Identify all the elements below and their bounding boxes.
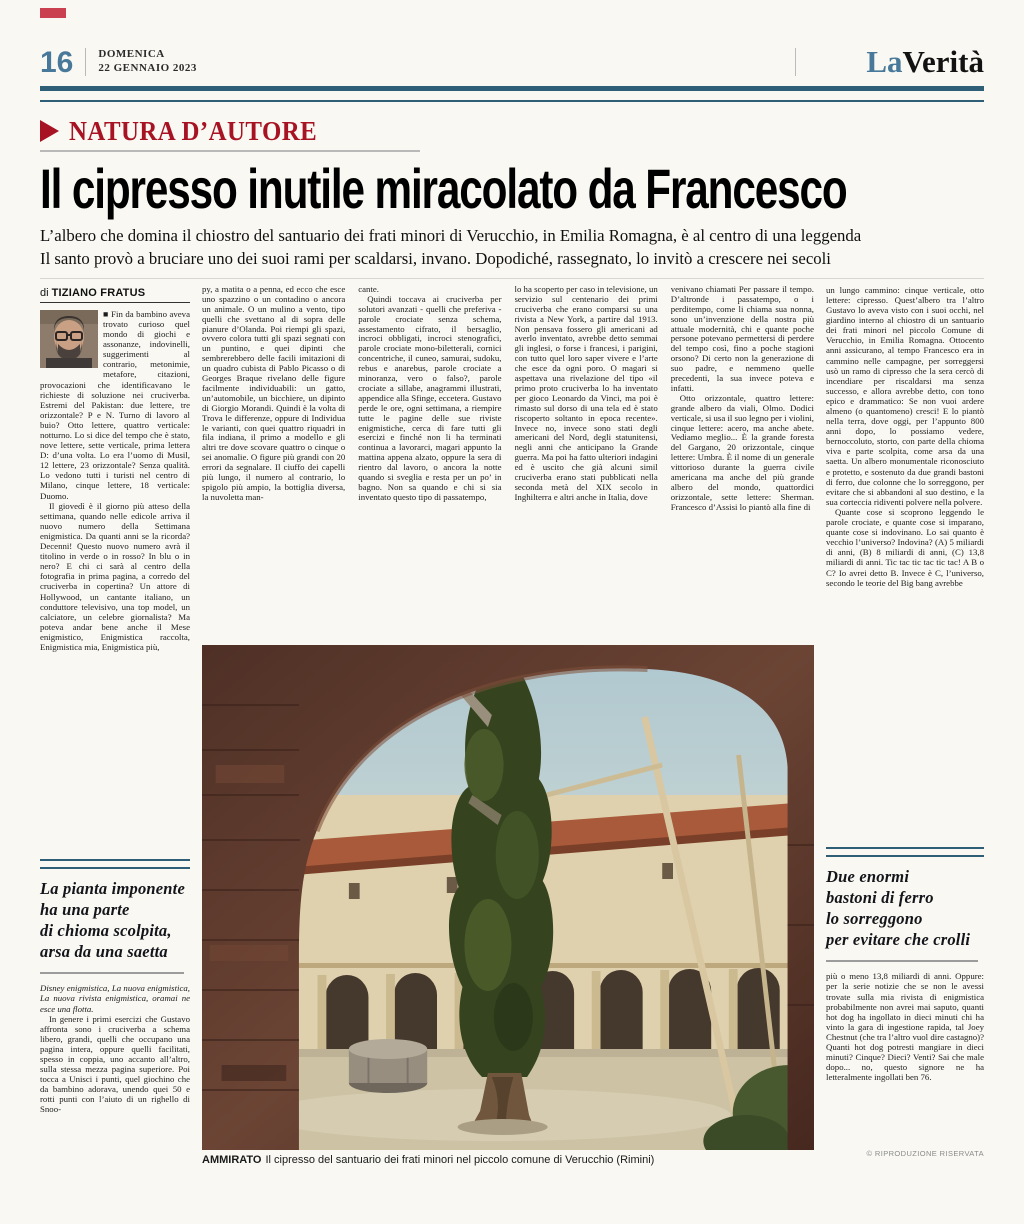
date: 22 GENNAIO 2023 bbox=[98, 62, 197, 75]
left-text-block bbox=[40, 309, 190, 849]
byline-rule bbox=[40, 302, 190, 303]
pullquote-bottom-rule bbox=[826, 960, 978, 962]
column-right bbox=[826, 285, 984, 1191]
pullquote-line: bastoni di ferro bbox=[826, 887, 934, 907]
paragraph: Otto orizzontale, quattro lettere: grande albero da viali, Olmo. Dodici verticale, si usa il suo legno per i violini, cinque lettere: acero, ma anche abete. Vediamo meglio... È la grande foresta del Gargano, 20 orizzontale, cinque lettere: Umbra. È il nome di un generale vittorioso durante la guerra civile americana ma anche del più grande albero del mondo, quattordici orizzontale, sette lettere: Sherman. Francesco d’Assisi lo piantò alla fine di bbox=[670, 392, 814, 512]
text-column-2 bbox=[202, 285, 345, 641]
deck-line-2: Il santo provò a bruciare uno dei suoi rami per scaldarsi, invano. Dopodiché, rassegnato, lo invitò a crescere nei secoli bbox=[40, 248, 831, 268]
pullquote-line: La pianta imponente bbox=[40, 878, 185, 898]
byline bbox=[40, 285, 190, 302]
article-deck bbox=[40, 225, 984, 271]
column-middle bbox=[202, 285, 814, 1191]
paragraph: ■ Fin da bambino aveva trovato curioso quel mondo di giochi e assonanze, indovinelli, suggerimenti al contrario, metonimie, metafore, citazioni, provocazioni che identificavano le richieste di soluzione nei cruciverba. Estremi del Pakistan: due lettere, tre orizzontale? P e N. Turno di lavoro al buio? Otto lettere, quattro verticale: notturno. Lo si dice del tempo che è stato, nove lettere, sette verticale, prima lettera D: d’una volta. Lo era l’uomo di Musil, 12 lettere, 23 orizzontale? Senza qualità. Lo vedono tutti i turisti nel centro di Milano, cinque lettere, 18 verticale: Duomo. bbox=[40, 308, 190, 501]
article-body bbox=[40, 285, 984, 1191]
caption-label: AMMIRATO bbox=[202, 1153, 262, 1166]
pullquote-line: lo sorreggono bbox=[826, 909, 923, 929]
paragraph: venivano chiamati Per passare il tempo. D’altronde i passatempo, o i perditempo, come li chiama sua nonna, sono un’invenzione della nostra più attuale modernità, chi e quante poche persone potevano permettersi di perdere del tempo così, fino a poche stagioni orsono? Di certo non la generazione di suo padre, e nemmeno quelle precedenti, la sua invece poteva e infatti. bbox=[670, 284, 814, 393]
weekday: DOMENICA bbox=[98, 48, 165, 61]
middle-text-columns bbox=[202, 285, 814, 641]
arrow-right-icon bbox=[40, 120, 59, 142]
section-header bbox=[40, 116, 984, 147]
paragraph: Quindi toccava ai cruciverba per solutori avanzati - quelli che preferiva - parole crociate senza schema, assestamento cifrato, il bersaglio, incroci obbligati, incroci stenografici, parole crociate mono-biletterali, cornici concentriche, il cuneo, samurai, sudoku, rebus e anarebus, parole crociate a minoranza, vero o falso?, parole crociate a sillabe, anagrammi illustrati, appendice alla Sfinge, eccetera. Gustavo perde le ore, ogni settimana, a riempire tutte le pagine delle sue riviste enigmistiche, cerca di fare tutti gli esercizi e finché non li ha terminati continua a lavorarci, magari appunto la mattina appena alzato, oppure la sera di rientro dal lavoro, o ancora la notte quando si sveglia e resta per un po’ in bagno. Non sa quando e chi si sia inventato questo tipo di passatempo, bbox=[358, 293, 502, 502]
deck-rule bbox=[40, 278, 984, 279]
section-label: NATURA D’AUTORE bbox=[69, 115, 318, 146]
text-column-4 bbox=[515, 285, 658, 641]
paragraph: un lungo cammino: cinque verticale, otto lettere: cipresso. Quest’albero tra l’altro Gustavo lo aveva visto con i suoi occhi, nel giardino interno al chiostro di un santuario dei frati minori nel piccolo Comune di Verucchio, in Emilia Romagna. Ottocento anni assicurano, al tempo Francesco era in cammino nelle campagne, per sorreggersi usò un ramo di cipresso che la sera cercò di incendiare per riscaldarsi ma senza successo, e allora avrebbe detto, con tono epico e drammatico: Se non vuoi ardere almeno (o quantomeno) cresci! E lo piantò nella terra, dove oggi, per l’appunto 800 anni dopo, lo possiamo vedere, bernoccoluto, storto, con parte della chioma viva e parte scolpita, come arsa da una saetta. Un albero monumentale riconosciuto e protetto, e sostenuto da due grandi bastoni di ferro, due colonne che lo sorreggono, per evitare che si abbandoni al suo destino, e la sua corteccia ridiventi polvere nella polvere. bbox=[826, 284, 984, 507]
paragraph: Quante cose si scoprono leggendo le parole crociate, e quante cose si imparano, quante cose si indovinano. Lo sai quanto è vecchio l’universo? Indovina? (A) 5 miliardi di anni, (B) 8 miliardi di anni, (C) 13,8 miliardi di anni. Tic tac tic tac tic tac! A B o C? Io avrei detto B. Invece è C, l’universo, secondo le teorie del Big bang avrebbe bbox=[826, 506, 984, 588]
pullquote-left bbox=[40, 878, 190, 962]
paragraph: py, a matita o a penna, ed ecco che esce uno spazzino o un contadino o ancora un animale. O un mulino a vento, tipo quelli che svettano al di sopra delle pianure d’Olanda. Poi riempi gli spazi, ovvero colora tutti gli spazi segnati con un puntino, e quei dipinti che sembrerebbero delle facili imitazioni di un quadro cubista di Pablo Picasso o di Georges Braque rivelano delle figure facilmente individuabili: un gatto, un’automobile, un bicchiere, un dipinto di Giorgio Morandi. Quindi è la volta di Trova le differenze, oppure di Individua le varianti, con quei quattro riquadri in fila indiana, il primo a modello e gli altri tre dove scovare quattro o cinque o sei anomalie. O figure più grandi con 20 errori da segnalare. Il ciuffo dei capelli più lungo, il numero al contrario, lo spigolo più ampio, la bottiglia diversa, la nuvoletta man- bbox=[202, 284, 346, 502]
masthead-rule bbox=[40, 86, 984, 102]
paragraph: cante. bbox=[358, 284, 380, 294]
page-number: 16 bbox=[40, 45, 74, 79]
byline-prefix: di bbox=[40, 286, 49, 299]
article-headline: Il cipresso inutile miracolato da Francesco bbox=[40, 156, 847, 220]
masthead bbox=[40, 0, 984, 84]
photo-caption bbox=[202, 1154, 814, 1166]
left-text-block-2 bbox=[40, 983, 190, 1191]
byline-author: TIZIANO FRATUS bbox=[51, 286, 146, 299]
author-photo bbox=[40, 310, 98, 368]
text-column-3 bbox=[358, 285, 501, 641]
date-block bbox=[98, 48, 197, 76]
deck-line-1: L’albero che domina il chiostro del santuario dei frati minori di Verucchio, in Emilia Romagna, è al centro di una leggenda bbox=[40, 226, 862, 245]
paragraph: In genere i primi esercizi che Gustavo affronta sono i cruciverba a schema libero, grandi, quelli che occupano una pagina intera, oppure quelli facilitati, spesso in coppia, uno accanto all’altro, sulla stessa mezza pagina superiore. Poi tocca a Unisci i punti, quel giochino che da bambino adorava, unendo quei 50 e rotti punti con l’aiuto di un righello di Snoo- bbox=[40, 1013, 190, 1115]
paragraph: Il giovedì è il giorno più atteso della settimana, quando nelle edicole arriva il nuovo numero della Settimana enigmistica. Da quanti anni se la ricorda? Decenni! Questo nuovo numero avrà il titolino in verde o in rosso? In blu o in nero? E chi ci sarà al centro della fotografia in prima pagina, a corredo del cruciverba in copertina? Un attore di Hollywood, un cantante italiano, un conduttore televisivo, una top model, un calciatore, un celebre giornalista? Ma poteva andar bene anche il Mese enigmistico, Enigmistica raccolta, Enigmistica mia, Enigmistica più, bbox=[40, 500, 190, 652]
divider bbox=[85, 48, 86, 76]
paragraph: più o meno 13,8 miliardi di anni. Oppure: per la serie notizie che se non le avessi trovate sulla mia rivista di enigmistica probabilmente non avrei mai saputo, quanti hot dog ha ingollato in dieci minuti chi ha vinto la gara di ingestione rapida, tal Joey Chestnut (che tra l’altro vuol dire castagno)? Quanti hot dog potresti mangiare in dieci minuti? Cinque? Dieci? Venti? Sai che male dopo... no, questo signore ne ha letteralmente ingollati ben 76. bbox=[826, 971, 984, 1083]
paragraph: lo ha scoperto per caso in televisione, un servizio sul centenario dei primi cruciverba che erano comparsi su una rivista a New York, a partire dal 1913. Non pensava fossero gli americani ad averlo inventato, avrebbe detto semmai gli inglesi, o forse i francesi, i parigini, con tutto quel loro saper vivere e l’arte che esce da ogni poro. O magari si aspettava una rivelazione del tipo «il primo proto cruciverba lo ha inventato per gioco Leonardo da Vinci, ma poi è rimasto sul dorso di una tela ed è stato riscoperto soltanto in epoca recente». Invece no, invece sono stati degli americani del Nord, degli statunitensi, negli anni che anticipano la Grande guerra. Ma poi ha fatto ulteriori indagini ed è uscito che già alcuni simil cruciverba erano stati pubblicati nella seconda metà del XIX secolo in Inghilterra e altri anche in Italia, dove bbox=[514, 284, 658, 502]
pullquote-line: per evitare che crolli bbox=[826, 930, 971, 950]
section-rule bbox=[40, 150, 420, 152]
logo-verita: Verità bbox=[902, 44, 984, 79]
pullquote-top-rule bbox=[40, 859, 190, 869]
column-left bbox=[40, 285, 190, 1191]
logo-la: La bbox=[866, 44, 903, 79]
pullquote-top-rule bbox=[826, 847, 984, 857]
pullquote-line: di chioma scolpita, bbox=[40, 921, 172, 941]
pullquote-right bbox=[826, 866, 984, 950]
pullquote-line: ha una parte bbox=[40, 899, 130, 919]
right-text-block-2 bbox=[826, 971, 984, 1141]
pullquote-line: arsa da una saetta bbox=[40, 942, 168, 962]
pullquote-bottom-rule bbox=[40, 972, 184, 974]
right-text-block bbox=[826, 285, 984, 837]
paragraph: Disney enigmistica, La nuova enigmistica, La nuova rivista enigmistica, oramai ne esce una flotta. bbox=[40, 983, 190, 1014]
text-column-5 bbox=[671, 285, 814, 641]
newspaper-logo bbox=[795, 44, 984, 79]
pullquote-line: Due enormi bbox=[826, 866, 910, 886]
copyright-notice: © RIPRODUZIONE RISERVATA bbox=[866, 1149, 984, 1159]
caption-text: Il cipresso del santuario dei frati minori nel piccolo comune di Verucchio (Rimini) bbox=[265, 1153, 655, 1166]
cypress-courtyard-photo bbox=[202, 645, 814, 1150]
